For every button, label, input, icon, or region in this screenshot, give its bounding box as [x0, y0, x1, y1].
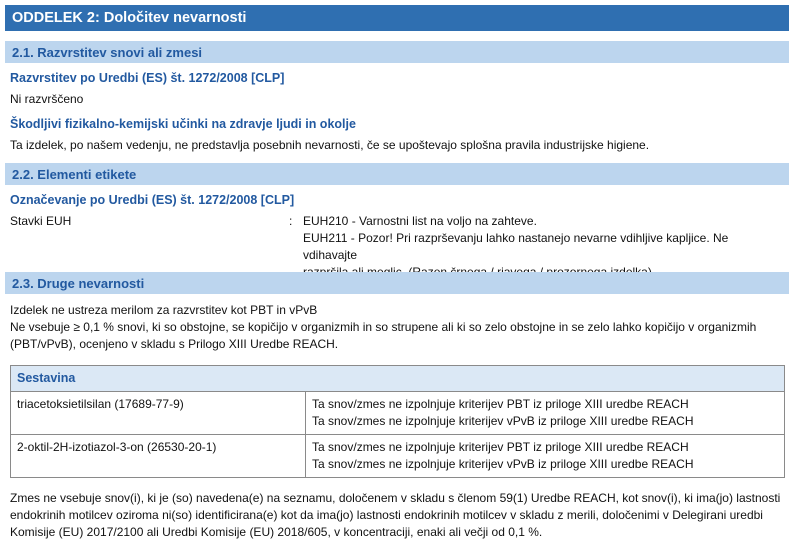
euh-line: EUH211 - Pozor! Pri razprševanju lahko nastanejo nevarne vdihljive kapljice. Ne vdihavajte — [303, 231, 729, 262]
criteria-line: Ta snov/zmes ne izpolnjuje kriterijev vPvB iz priloge XIII uredbe REACH — [312, 414, 694, 428]
criteria-line: Ta snov/zmes ne izpolnjuje kriterijev PBT iz priloge XIII uredbe REACH — [312, 440, 689, 454]
euh-line: EUH210 - Varnostni list na voljo na zahteve. — [303, 214, 537, 228]
subsection-2-2-title: 2.2. Elementi etikete — [5, 163, 789, 185]
other-hazards-line: Izdelek ne ustreza merilom za razvrstitev kot PBT in vPvB — [10, 303, 318, 317]
euh-colon: : — [289, 214, 293, 228]
euh-statements-value — [303, 213, 773, 281]
component-criteria — [306, 435, 785, 478]
subsection-2-1-title: 2.1. Razvrstitev snovi ali zmesi — [5, 41, 789, 63]
label-elements-title: Označevanje po Uredbi (ES) št. 1272/2008 [CLP] — [10, 193, 295, 207]
table-row — [11, 392, 785, 435]
clp-classification-title: Razvrstitev po Uredbi (ES) št. 1272/2008 [CLP] — [10, 71, 285, 85]
criteria-line: Ta snov/zmes ne izpolnjuje kriterijev vPvB iz priloge XIII uredbe REACH — [312, 457, 694, 471]
subsection-2-3-title: 2.3. Druge nevarnosti — [5, 272, 789, 294]
clp-classification-value: Ni razvrščeno — [10, 92, 84, 106]
effects-title: Škodljivi fizikalno-kemijski učinki na zdravje ljudi in okolje — [10, 117, 356, 131]
table-row — [11, 435, 785, 478]
footer-text-line: Komisije (EU) 2017/2100 ali Uredbi Komisije (EU) 2018/605, v koncentraciji, enaki ali večji od 0,1 %. — [10, 525, 543, 539]
component-criteria — [306, 392, 785, 435]
criteria-line: Ta snov/zmes ne izpolnjuje kriterijev PBT iz priloge XIII uredbe REACH — [312, 397, 689, 411]
components-table — [10, 365, 785, 478]
component-name: triacetoksietilsilan (17689-77-9) — [11, 392, 306, 435]
euh-statements-label: Stavki EUH — [10, 214, 72, 228]
effects-text: Ta izdelek, po našem vedenju, ne predstavlja posebnih nevarnosti, če se upoštevajo splošna pravila industrijske higiene. — [10, 138, 650, 152]
other-hazards-line: Ne vsebuje ≥ 0,1 % snovi, ki so obstojne, se kopičijo v organizmih in so strupene ali ki so zelo obstojne in se zelo lahko kopičijo v organizmih — [10, 320, 757, 334]
component-name: 2-oktil-2H-izotiazol-3-on (26530-20-1) — [11, 435, 306, 478]
section-title: ODDELEK 2: Določitev nevarnosti — [5, 5, 789, 31]
other-hazards-line: (PBT/vPvB), ocenjeno v skladu s Prilogo XIII Uredbe REACH. — [10, 337, 339, 351]
footer-text-line: Zmes ne vsebuje snov(i), ki je (so) navedena(e) na seznamu, določenem v skladu s členom 59(1) Uredbe REACH, kot snov(i), ki ima(jo) lastnosti — [10, 491, 781, 505]
components-table-header: Sestavina — [11, 366, 785, 392]
footer-text-line: endokrinih motilcev oziroma ni(so) identificirana(e) kot da ima(jo) lastnosti endokrinih motilcev v skladu z merili, določenimi v Delegirani uredbi — [10, 508, 763, 522]
